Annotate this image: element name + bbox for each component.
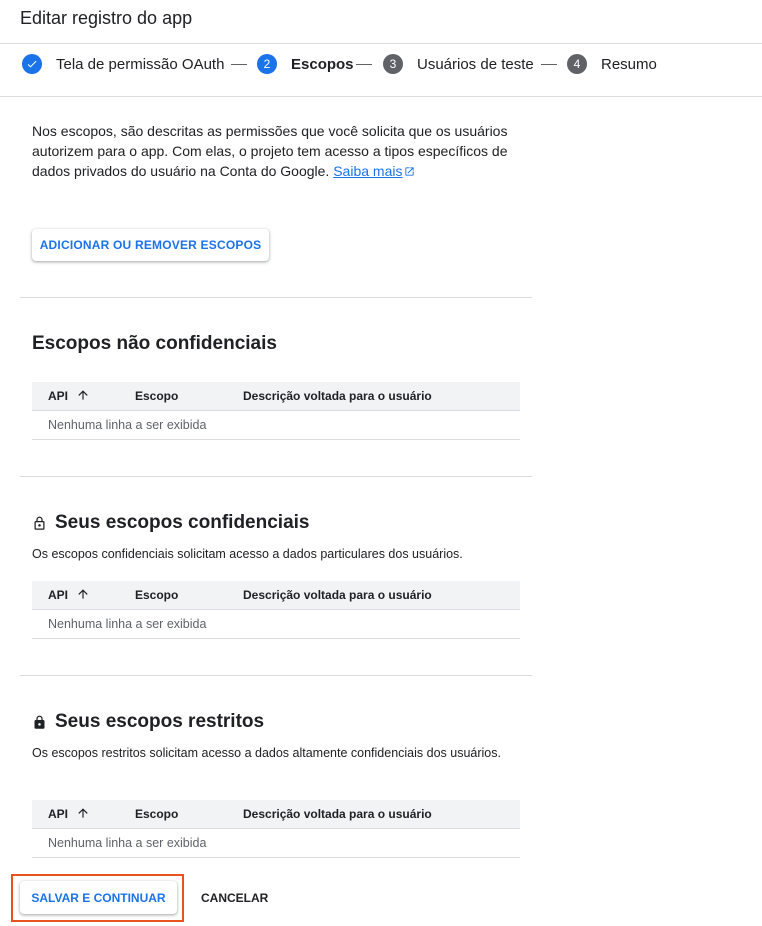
restricted-scopes-title: Seus escopos restritos	[32, 711, 264, 733]
step-label: Usuários de teste	[417, 55, 534, 73]
step-connector	[231, 64, 247, 65]
title-bar	[0, 0, 762, 44]
sensitive-scopes-title: Seus escopos confidenciais	[32, 512, 309, 534]
step-label: Escopos	[291, 55, 354, 73]
step-number: 3	[383, 54, 403, 74]
arrow-up-icon[interactable]	[76, 806, 90, 823]
step-connector	[541, 64, 557, 65]
arrow-up-icon[interactable]	[76, 388, 90, 405]
restricted-scopes-table	[32, 800, 520, 858]
cancel-button[interactable]: CANCELAR	[201, 890, 269, 905]
sensitive-scopes-description: Os escopos confidenciais solicitam acesso a dados particulares dos usuários.	[32, 547, 463, 561]
divider	[20, 476, 532, 477]
empty-row: Nenhuma linha a ser exibida	[32, 411, 520, 440]
arrow-up-icon[interactable]	[76, 587, 90, 604]
save-and-continue-button[interactable]: SALVAR E CONTINUAR	[20, 881, 177, 914]
page-title: Editar registro do app	[20, 8, 193, 28]
step-summary[interactable]	[567, 53, 657, 75]
table-header	[32, 382, 520, 411]
column-description: Descrição voltada para o usuário	[243, 807, 432, 821]
scopes-intro	[32, 121, 512, 182]
step-scopes[interactable]	[257, 53, 354, 75]
column-api[interactable]: API	[48, 807, 69, 821]
lock-icon	[32, 714, 47, 731]
step-oauth-consent[interactable]	[22, 53, 224, 75]
check-icon	[22, 54, 42, 74]
learn-more-link[interactable]: Saiba mais	[333, 163, 403, 179]
column-scope: Escopo	[135, 389, 179, 403]
column-scope: Escopo	[135, 588, 179, 602]
column-api[interactable]: API	[48, 389, 69, 403]
step-number: 2	[257, 54, 277, 74]
lock-open-icon	[32, 515, 47, 532]
intro-text: Nos escopos, são descritas as permissões que você solicita que os usuários autorizem para o app. Com elas, o projeto tem acesso a tipos específicos de dados privados do usuário na Conta do Google.	[32, 123, 508, 179]
step-label: Resumo	[601, 55, 657, 73]
table-header	[32, 800, 520, 829]
empty-row: Nenhuma linha a ser exibida	[32, 829, 520, 858]
non-sensitive-scopes-title: Escopos não confidenciais	[32, 333, 277, 354]
empty-row: Nenhuma linha a ser exibida	[32, 610, 520, 639]
external-link-icon[interactable]	[404, 162, 415, 182]
column-scope: Escopo	[135, 807, 179, 821]
stepper	[0, 44, 762, 97]
divider	[20, 297, 532, 298]
restricted-scopes-description: Os escopos restritos solicitam acesso a dados altamente confidenciais dos usuários.	[32, 746, 501, 760]
column-description: Descrição voltada para o usuário	[243, 588, 432, 602]
step-number: 4	[567, 54, 587, 74]
step-test-users[interactable]	[383, 53, 534, 75]
sensitive-scopes-table	[32, 581, 520, 639]
column-description: Descrição voltada para o usuário	[243, 389, 432, 403]
non-sensitive-scopes-table	[32, 382, 520, 440]
step-connector	[356, 64, 372, 65]
divider	[20, 675, 532, 676]
add-remove-scopes-button[interactable]: ADICIONAR OU REMOVER ESCOPOS	[32, 229, 269, 261]
table-header	[32, 581, 520, 610]
column-api[interactable]: API	[48, 588, 69, 602]
step-label: Tela de permissão OAuth	[56, 55, 225, 73]
